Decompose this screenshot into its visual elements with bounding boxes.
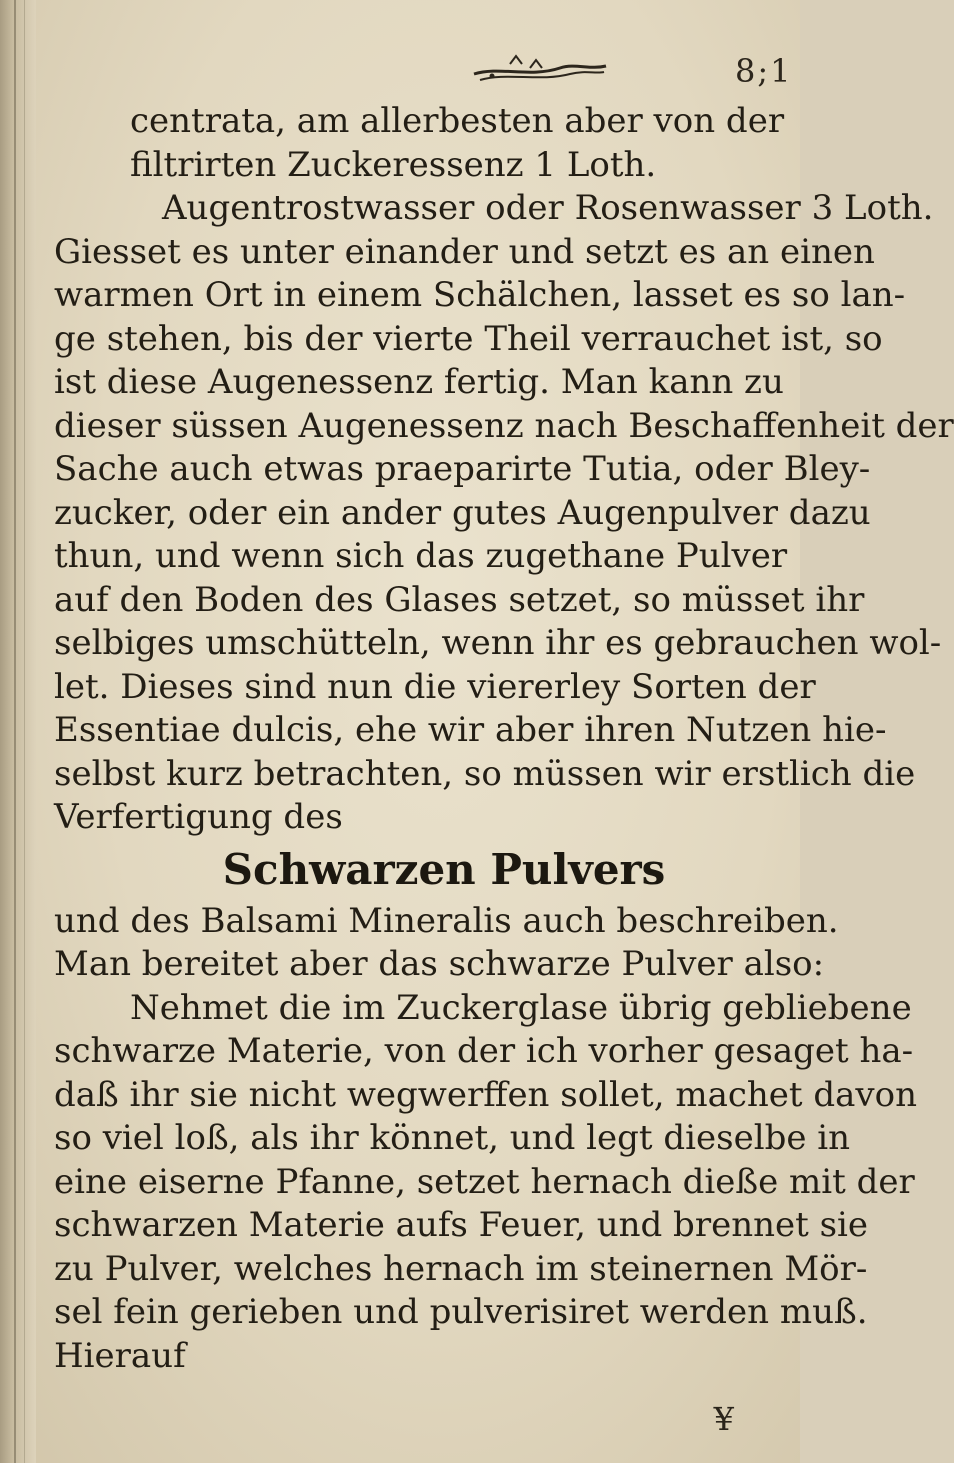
page-gutter — [0, 0, 36, 1463]
text-line: zu Pulver, welches hernach im steinernen Mör- — [54, 1248, 868, 1289]
text-line: Man bereitet aber das schwarze Pulver also: — [54, 944, 825, 984]
body-text — [54, 100, 954, 1378]
text-line: Verfertigung des — [54, 797, 343, 837]
text-line: filtrirten Zuckeressenz 1 Loth. — [130, 144, 657, 185]
section-heading: Schwarzen Pulvers — [222, 844, 666, 894]
text-line: auf den Boden des Glases setzet, so müsset ihr — [54, 579, 865, 620]
text-line: Nehmet die im Zuckerglase übrig gebliebene — [130, 987, 912, 1028]
header-ornament-icon — [470, 52, 610, 88]
page-footer — [54, 1400, 774, 1440]
text-line: zucker, oder ein ander gutes Augenpulver dazu — [54, 492, 871, 533]
page-number: 8;1 — [735, 52, 793, 90]
gutter-edge-line — [14, 0, 16, 1463]
text-line: Giesset es unter einander und setzt es an einen — [54, 231, 875, 272]
text-line: let. Dieses sind nun die viererley Sorten der — [54, 666, 816, 707]
text-line: so viel loß, als ihr könnet, und legt dieselbe in — [54, 1118, 851, 1158]
text-line: daß ihr sie nicht wegwerffen sollet, machet davon — [54, 1074, 917, 1115]
text-line: ge stehen, bis der vierte Theil verrauchet ist, so — [54, 318, 883, 359]
gutter-edge-line-secondary — [24, 0, 25, 1463]
text-line: sel fein gerieben und pulverisiret werden muß. — [54, 1292, 868, 1332]
text-line: Essentiae dulcis, ehe wir aber ihren Nutzen hie- — [54, 710, 887, 750]
text-line: eine eiserne Pfanne, setzet hernach dieße mit der — [54, 1161, 915, 1202]
text-line: centrata, am allerbesten aber von der — [130, 101, 785, 141]
text-line: Sache auch etwas praeparirte Tutia, oder Bley- — [54, 449, 871, 489]
text-line: schwarzen Materie aufs Feuer, und brennet sie — [54, 1205, 869, 1245]
text-line: warmen Ort in einem Schälchen, lasset es so lan- — [54, 275, 906, 315]
text-line: schwarze Materie, von der ich vorher gesaget ha- — [54, 1031, 914, 1071]
text-line: ist diese Augenessenz fertig. Man kann zu — [54, 362, 784, 402]
text-line: thun, und wenn sich das zugethane Pulver — [54, 536, 788, 576]
text-line: selbst kurz betrachten, so müssen wir erstlich die — [54, 753, 916, 794]
text-line: Augentrostwasser oder Rosenwasser 3 Loth. — [162, 188, 934, 228]
text-line: und des Balsami Mineralis auch beschreiben. — [54, 900, 839, 941]
text-line: dieser süssen Augenessenz nach Beschaffenheit der — [54, 405, 954, 446]
text-line: selbiges umschütteln, wenn ihr es gebrauchen wol- — [54, 623, 942, 663]
signature-mark: ¥ — [713, 1400, 734, 1438]
text-line: Hierauf — [54, 1335, 186, 1376]
